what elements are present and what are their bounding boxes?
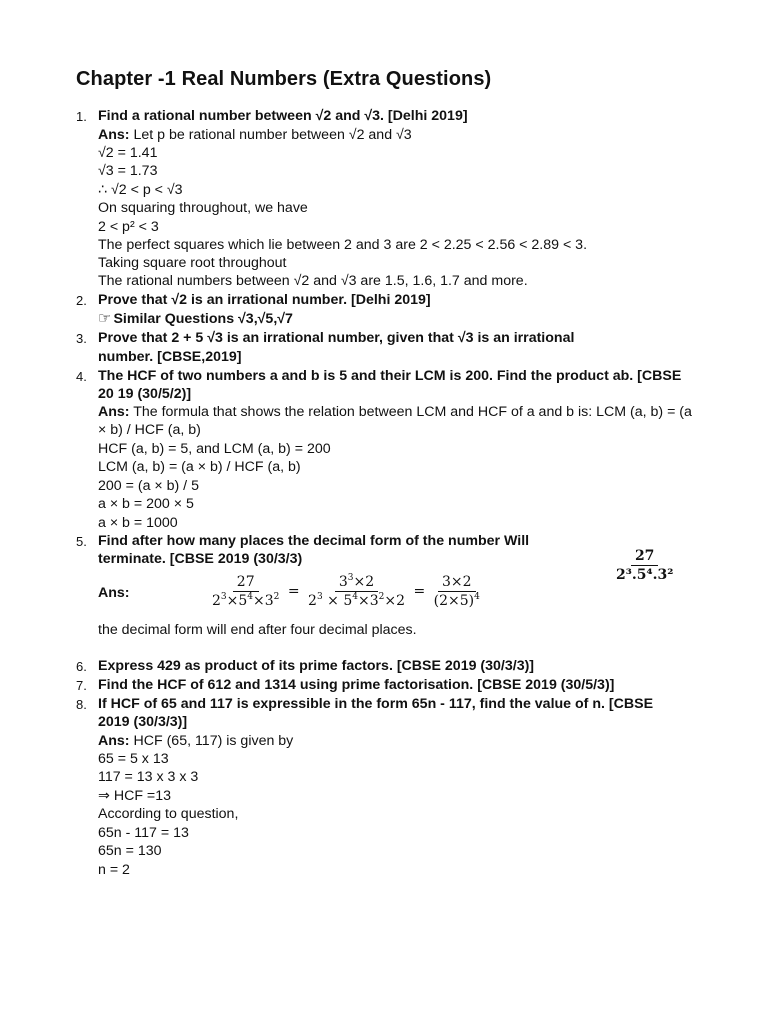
equals-sign: = (413, 583, 426, 600)
fraction-numerator: $3^3\times 2$ (335, 574, 378, 592)
fraction-numerator: 3×2 (438, 574, 476, 592)
answer-line: 65n - 117 = 13 (98, 825, 189, 841)
fraction-denominator: 2³.5⁴.3² (616, 567, 674, 583)
question-number: 8. (76, 697, 87, 712)
answer-line: 200 = (a × b) / 5 (98, 478, 199, 494)
question-text: 20 19 (30/5/2)] (98, 386, 192, 402)
answer-line: HCF (a, b) = 5, and LCM (a, b) = 200 (98, 441, 331, 457)
equals-sign: = (287, 583, 300, 600)
question-text: Prove that 2 + 5 √3 is an irrational number, given that √3 is an irrational (98, 330, 575, 346)
question-text: Prove that √2 is an irrational number. [Delhi 2019] (98, 292, 431, 308)
fraction-1 (208, 574, 283, 609)
answer-line: ∴ √2 < p < √3 (98, 182, 183, 198)
fraction-denominator: $2^3 \times 5^4\times 3^2\times 2$ (308, 592, 405, 609)
answer-line: Taking square root throughout (98, 255, 287, 271)
answer-line: × b) / HCF (a, b) (98, 422, 201, 438)
answer-label: Ans: (98, 733, 130, 749)
answer-line: 65n = 130 (98, 843, 162, 859)
answer-line: The rational numbers between √2 and √3 are 1.5, 1.6, 1.7 and more. (98, 273, 528, 289)
similar-text: Similar Questions √3,√5,√7 (113, 311, 293, 327)
question-number: 6. (76, 659, 87, 674)
answer-line (98, 126, 412, 144)
question-text: If HCF of 65 and 117 is expressible in the form 65n - 117, find the value of n. [CBSE (98, 696, 654, 712)
question-text: terminate. [CBSE 2019 (30/3/3) (98, 551, 303, 567)
question-text: The HCF of two numbers a and b is 5 and their LCM is 200. Find the product ab. [CBSE (98, 368, 682, 384)
question-number: 1. (76, 109, 87, 124)
fraction-denominator: $(2\times 5)^4$ (433, 592, 480, 609)
fraction-denominator: $2^3\times 5^4\times 3^2$ (212, 592, 280, 609)
pointing-hand-icon: ☞ (98, 310, 112, 327)
answer-line: √2 = 1.41 (98, 145, 158, 161)
side-fraction (612, 548, 677, 583)
answer-equation (208, 574, 484, 609)
answer-line: √3 = 1.73 (98, 163, 158, 179)
question-text: Find a rational number between √2 and √3. [Delhi 2019] (98, 108, 468, 124)
answer-line: LCM (a, b) = (a × b) / HCF (a, b) (98, 459, 301, 475)
fraction-2 (304, 574, 409, 609)
answer-line: n = 2 (98, 862, 130, 878)
question-text: number. [CBSE,2019] (98, 349, 242, 365)
answer-line (98, 732, 293, 750)
answer-line: the decimal form will end after four decimal places. (98, 622, 417, 638)
fraction-numerator: 27 (233, 574, 259, 592)
answer-line: a × b = 200 × 5 (98, 496, 194, 512)
fraction-numerator: 27 (631, 548, 658, 566)
answer-label: Ans: (98, 127, 130, 143)
question-number: 3. (76, 331, 87, 346)
answer-text: HCF (65, 117) is given by (129, 733, 294, 749)
question-number: 4. (76, 369, 87, 384)
answer-line: 2 < p² < 3 (98, 219, 159, 235)
answer-label: Ans: (98, 404, 130, 420)
question-text: 2019 (30/3/3)] (98, 714, 188, 730)
question-number: 5. (76, 534, 87, 549)
question-text: Find the HCF of 612 and 1314 using prime factorisation. [CBSE 2019 (30/5/3)] (98, 677, 615, 693)
answer-label: Ans: (98, 585, 130, 601)
answer-line: 65 = 5 x 13 (98, 751, 169, 767)
answer-line: According to question, (98, 806, 239, 822)
answer-line (98, 403, 692, 421)
answer-line: On squaring throughout, we have (98, 200, 308, 216)
answer-line: ⇒ HCF =13 (98, 788, 171, 804)
question-number: 2. (76, 293, 87, 308)
question-number: 7. (76, 678, 87, 693)
answer-line: 117 = 13 x 3 x 3 (98, 769, 199, 785)
answer-text: Let p be rational number between √2 and √3 (129, 127, 412, 143)
similar-questions (98, 310, 293, 328)
fraction-3 (430, 574, 484, 609)
answer-text: The formula that shows the relation between LCM and HCF of a and b is: LCM (a, b) = (a (129, 404, 692, 420)
page-title: Chapter -1 Real Numbers (Extra Questions) (76, 68, 492, 90)
answer-line: The perfect squares which lie between 2 and 3 are 2 < 2.25 < 2.56 < 2.89 < 3. (98, 237, 588, 253)
answer-line: a × b = 1000 (98, 515, 178, 531)
question-text: Express 429 as product of its prime factors. [CBSE 2019 (30/3/3)] (98, 658, 535, 674)
question-text: Find after how many places the decimal form of the number Will (98, 533, 530, 549)
